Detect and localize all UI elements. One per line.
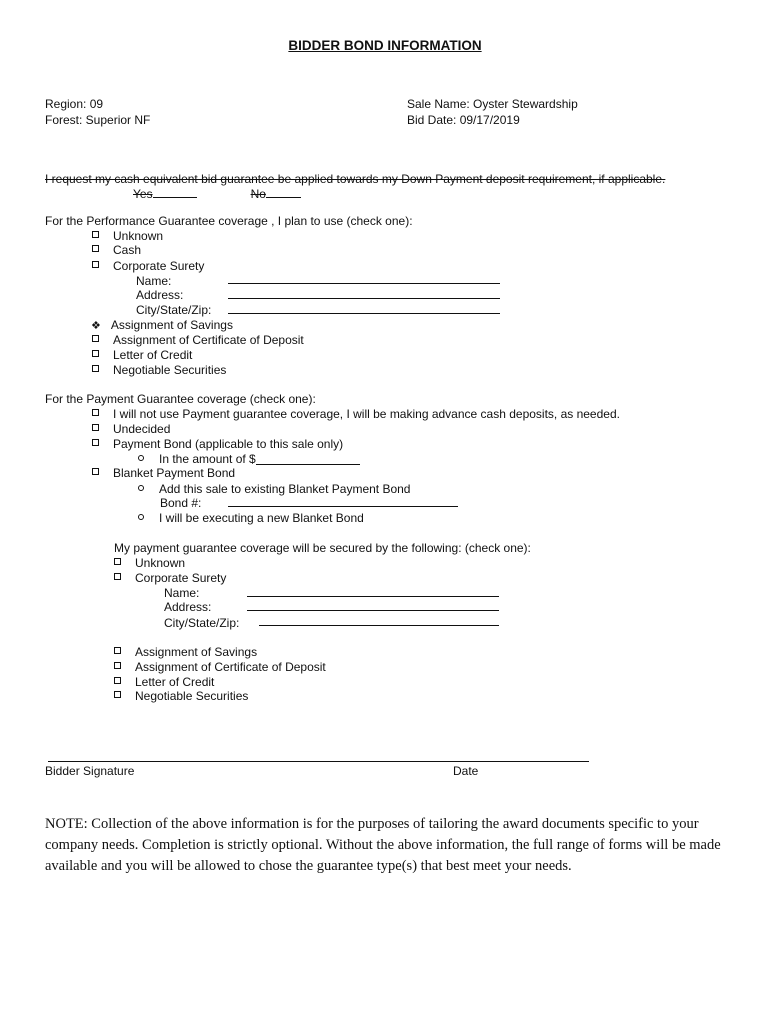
- blanket-sub-existing[interactable]: Add this sale to existing Blanket Payment Bond: [138, 482, 410, 496]
- region-text: Region: 09: [45, 97, 104, 111]
- checkbox-icon[interactable]: [114, 691, 121, 698]
- checkbox-icon[interactable]: [92, 335, 99, 342]
- sec-option-corporate-surety[interactable]: Corporate Surety: [114, 571, 226, 585]
- perf-option-letter-of-credit[interactable]: Letter of Credit: [92, 348, 192, 362]
- checkbox-icon[interactable]: [114, 558, 121, 565]
- pay-option-payment-bond[interactable]: Payment Bond (applicable to this sale only): [92, 437, 343, 451]
- pay-option-undecided[interactable]: Undecided: [92, 422, 170, 436]
- checkbox-icon[interactable]: [92, 261, 99, 268]
- checkbox-icon[interactable]: [114, 573, 121, 580]
- pay-amount-field[interactable]: [256, 454, 360, 465]
- sec-option-unknown[interactable]: Unknown: [114, 556, 185, 570]
- diamond-bullet-icon: ❖: [91, 320, 101, 332]
- circle-bullet-icon[interactable]: [138, 514, 144, 520]
- perf-option-unknown[interactable]: Unknown: [92, 229, 163, 243]
- sec-surety-city-label: City/State/Zip:: [164, 616, 240, 630]
- circle-bullet-icon[interactable]: [138, 485, 144, 491]
- checkbox-icon[interactable]: [92, 231, 99, 238]
- checkbox-icon[interactable]: [92, 245, 99, 252]
- perf-surety-address-field[interactable]: [228, 288, 500, 299]
- checkbox-icon[interactable]: [114, 677, 121, 684]
- perf-option-cash[interactable]: Cash: [92, 243, 141, 257]
- pay-option-no-coverage[interactable]: I will not use Payment guarantee coverage, I will be making advance cash deposits, as needed.: [92, 407, 620, 421]
- bond-number-field[interactable]: [228, 496, 458, 507]
- perf-option-certificate[interactable]: Assignment of Certificate of Deposit: [92, 333, 304, 347]
- secured-heading: My payment guarantee coverage will be secured by the following: (check one):: [114, 541, 531, 555]
- bid-date-text: Bid Date: 09/17/2019: [407, 113, 520, 127]
- bidder-signature-label: Bidder Signature: [45, 764, 135, 778]
- sec-option-negotiable[interactable]: Negotiable Securities: [114, 689, 248, 703]
- forest-text: Forest: Superior NF: [45, 113, 151, 127]
- perf-option-corporate-surety[interactable]: Corporate Surety: [92, 259, 204, 273]
- checkbox-icon[interactable]: [114, 647, 121, 654]
- sec-surety-name-field[interactable]: [247, 586, 499, 597]
- blanket-sub-new[interactable]: I will be executing a new Blanket Bond: [138, 511, 364, 525]
- checkbox-icon[interactable]: [92, 424, 99, 431]
- date-label: Date: [453, 764, 479, 778]
- perf-option-negotiable[interactable]: Negotiable Securities: [92, 363, 226, 377]
- checkbox-icon[interactable]: [92, 468, 99, 475]
- pay-option-blanket[interactable]: Blanket Payment Bond: [92, 466, 235, 480]
- yes-label: Yes: [133, 187, 153, 201]
- sale-name-text: Sale Name: Oyster Stewardship: [407, 97, 578, 111]
- checkbox-icon[interactable]: [92, 365, 99, 372]
- perf-option-savings[interactable]: ❖ Assignment of Savings: [91, 318, 233, 332]
- sec-option-letter-of-credit[interactable]: Letter of Credit: [114, 675, 214, 689]
- note-paragraph: NOTE: Collection of the above information is for the purposes of tailoring the award documents specific to your company needs. Completion is strictly optional. Without the above information, the full range of forms will be made available and you will be allowed to chose the guarantee type(s) that best meet your needs.: [45, 816, 721, 874]
- sec-surety-city-field[interactable]: [259, 615, 499, 626]
- bond-number-label: Bond #:: [160, 496, 202, 510]
- no-label: No: [250, 187, 266, 201]
- sec-surety-name-label: Name:: [164, 586, 200, 600]
- perf-surety-city-field[interactable]: [228, 303, 500, 314]
- page-title: BIDDER BOND INFORMATION: [288, 38, 482, 53]
- sec-surety-address-field[interactable]: [247, 600, 499, 611]
- checkbox-icon[interactable]: [114, 662, 121, 669]
- checkbox-icon[interactable]: [92, 439, 99, 446]
- signature-line[interactable]: [48, 761, 589, 762]
- sec-option-certificate[interactable]: Assignment of Certificate of Deposit: [114, 660, 326, 674]
- perf-surety-city-label: City/State/Zip:: [136, 303, 212, 317]
- pay-amount-line: In the amount of $: [138, 452, 360, 466]
- perf-surety-address-label: Address:: [136, 288, 184, 302]
- performance-heading: For the Performance Guarantee coverage , I plan to use (check one):: [45, 214, 413, 228]
- cash-request-answers: [45, 187, 301, 201]
- checkbox-icon[interactable]: [92, 409, 99, 416]
- perf-surety-name-field[interactable]: [228, 273, 500, 284]
- cash-request-text: I request my cash equivalent bid guarantee be applied towards my Down Payment deposit requirement, if applicable.: [45, 172, 666, 186]
- checkbox-icon[interactable]: [92, 350, 99, 357]
- sec-option-savings[interactable]: Assignment of Savings: [114, 645, 257, 659]
- payment-heading: For the Payment Guarantee coverage (check one):: [45, 392, 316, 406]
- sec-surety-address-label: Address:: [164, 600, 212, 614]
- circle-bullet-icon: [138, 455, 144, 461]
- perf-surety-name-label: Name:: [136, 274, 172, 288]
